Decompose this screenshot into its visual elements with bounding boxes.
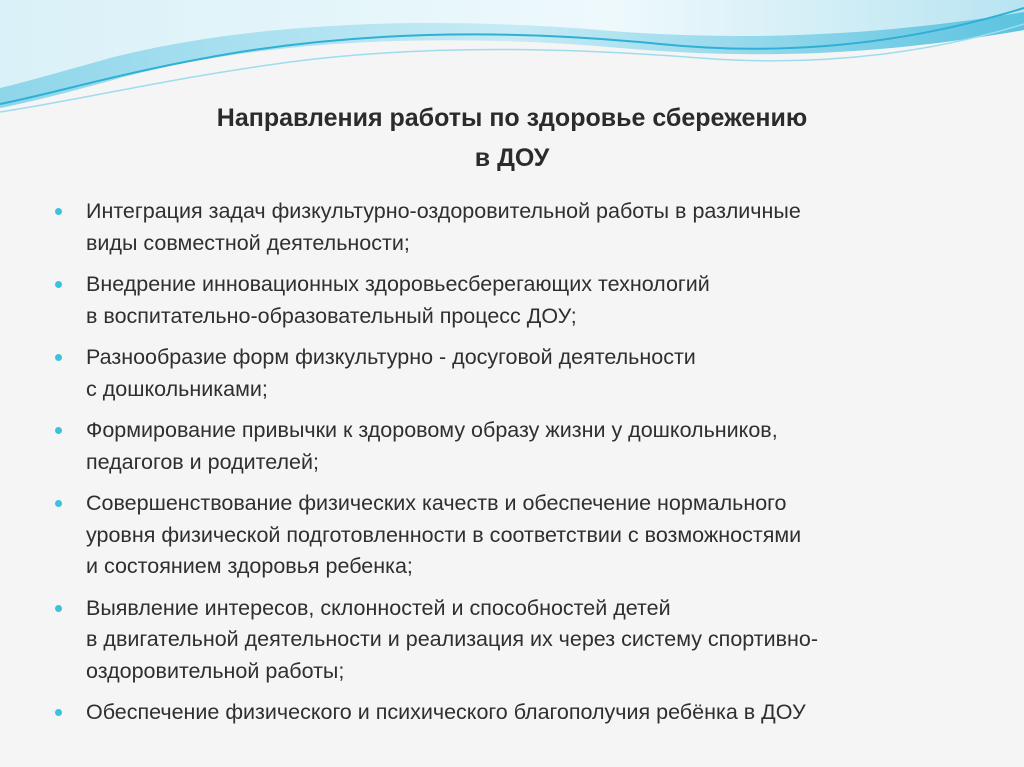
bullet-icon bbox=[55, 208, 62, 215]
item-line: Внедрение инновационных здоровьесберегающих технологий bbox=[86, 272, 710, 296]
item-line: в двигательной деятельности и реализация их через систему спортивно- bbox=[86, 627, 819, 651]
item-line: виды совместной деятельности; bbox=[86, 230, 410, 255]
list-item bbox=[52, 269, 982, 332]
item-line: уровня физической подготовленности в соответствии с возможностями bbox=[86, 522, 802, 547]
item-line: Обеспечение физического и психического благополучия ребёнка в ДОУ bbox=[86, 700, 806, 724]
title-line-1: Направления работы по здоровье сбережению bbox=[216, 104, 808, 132]
bullet-icon bbox=[55, 281, 62, 288]
item-line: и состоянием здоровья ребенка; bbox=[86, 554, 413, 578]
list-item bbox=[52, 593, 982, 688]
title-line-2: в ДОУ bbox=[474, 144, 550, 172]
item-line: с дошкольниками; bbox=[86, 376, 268, 401]
item-line: Разнообразие форм физкультурно - досуговой деятельности bbox=[86, 345, 696, 369]
item-line: Формирование привычки к здоровому образу жизни у дошкольников, bbox=[86, 418, 778, 442]
item-line: Интеграция задач физкультурно-оздоровительной работы в различные bbox=[86, 199, 801, 223]
list-item bbox=[52, 196, 982, 259]
item-line: оздоровительной работы; bbox=[86, 658, 345, 683]
bullet-icon bbox=[55, 605, 62, 612]
list-item bbox=[52, 697, 982, 729]
list-item bbox=[52, 415, 982, 478]
bullet-icon bbox=[55, 500, 62, 507]
item-line: Совершенствование физических качеств и обеспечение нормального bbox=[86, 491, 787, 515]
bullet-icon bbox=[55, 354, 62, 361]
item-line: педагогов и родителей; bbox=[86, 449, 319, 474]
slide-title bbox=[0, 98, 1024, 178]
bullet-list bbox=[52, 196, 982, 739]
item-line: Выявление интересов, склонностей и способностей детей bbox=[86, 595, 671, 620]
list-item bbox=[52, 342, 982, 405]
item-line: в воспитательно-образовательный процесс ДОУ; bbox=[86, 303, 577, 328]
bullet-icon bbox=[55, 427, 62, 434]
bullet-icon bbox=[55, 709, 62, 716]
list-item bbox=[52, 488, 982, 583]
